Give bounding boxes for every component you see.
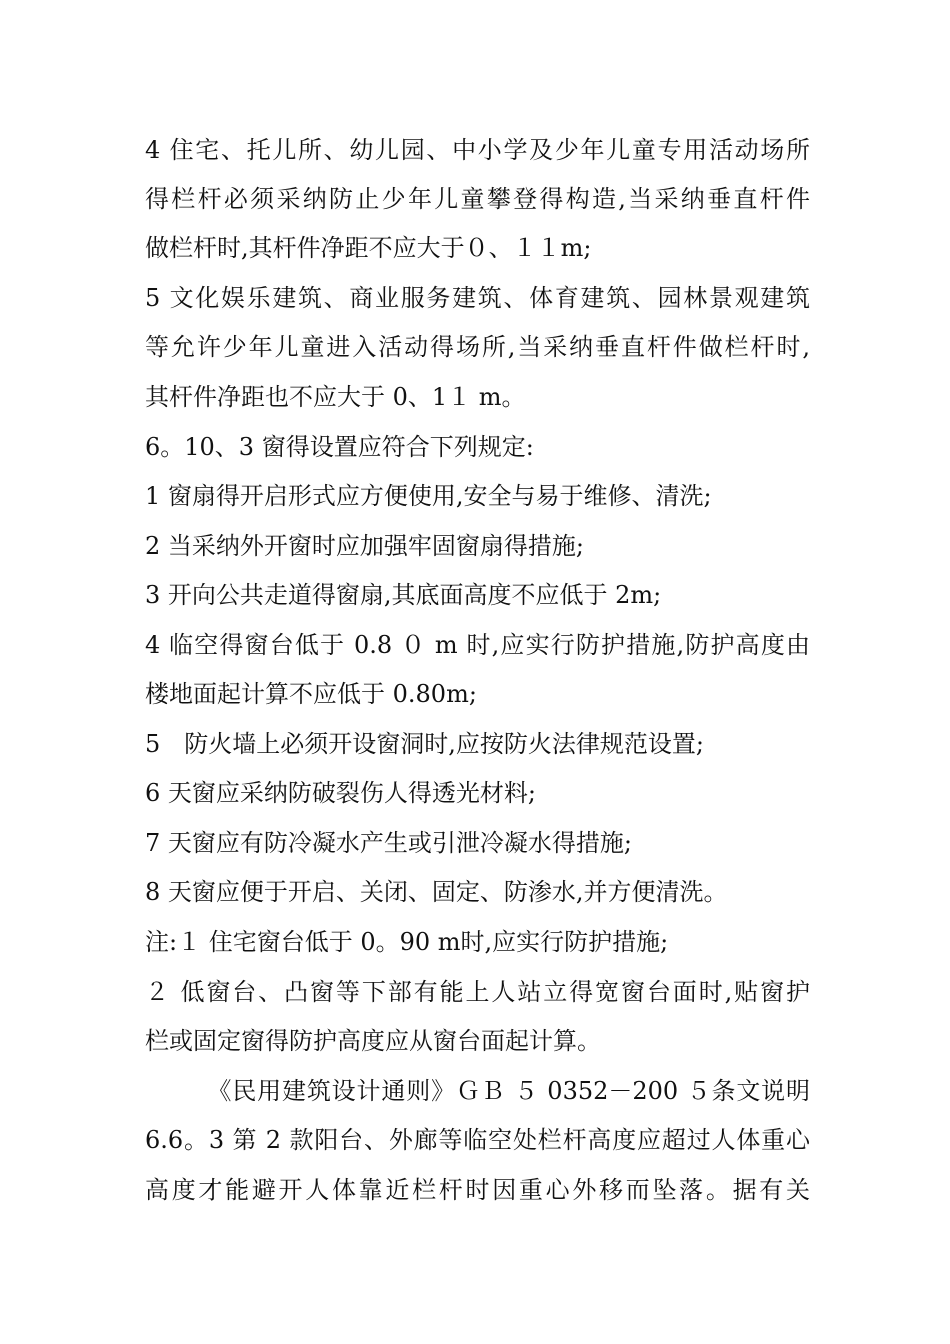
- text-line: 《民用建筑设计通则》ＧＢ ５ 0352－200 ５条文说明: [145, 1077, 810, 1105]
- text-line: 5 文化娱乐建筑、商业服务建筑、体育建筑、园林景观建筑: [145, 284, 810, 312]
- text-line: 其杆件净距也不应大于 0、1１ m。: [145, 383, 526, 411]
- text-line: 1 窗扇得开启形式应方便使用,安全与易于维修、清洗;: [145, 482, 712, 510]
- text-line: 3 开向公共走道得窗扇,其底面高度不应低于 2m;: [145, 581, 662, 609]
- text-line: 8 天窗应便于开启、关闭、固定、防渗水,并方便清洗。: [145, 878, 728, 906]
- text-line: 4 临空得窗台低于 0.8 ０ m 时,应实行防护措施,防护高度由: [145, 631, 810, 659]
- text-line: 7 天窗应有防冷凝水产生或引泄冷凝水得措施;: [145, 829, 632, 857]
- text-line: 6 天窗应采纳防破裂伤人得透光材料;: [145, 779, 536, 807]
- text-line: 等允许少年儿童进入活动得场所,当采纳垂直杆件做栏杆时,: [145, 333, 810, 361]
- text-line: 5 防火墙上必须开设窗洞时,应按防火法律规范设置;: [145, 730, 704, 758]
- text-line: ２ 低窗台、凸窗等下部有能上人站立得宽窗台面时,贴窗护: [145, 978, 810, 1006]
- text-line: 得栏杆必须采纳防止少年儿童攀登得构造,当采纳垂直杆件: [145, 185, 810, 213]
- text-line: 高度才能避开人体靠近栏杆时因重心外移而坠落。据有关: [145, 1176, 810, 1204]
- text-line: 注:１ 住宅窗台低于 0。90 m时,应实行防护措施;: [145, 928, 669, 956]
- text-line: 6.6。3 第 2 款阳台、外廊等临空处栏杆高度应超过人体重心: [145, 1126, 810, 1154]
- text-line: 栏或固定窗得防护高度应从窗台面起计算。: [145, 1027, 601, 1055]
- text-line: 2 当采纳外开窗时应加强牢固窗扇得措施;: [145, 532, 584, 560]
- text-line: 6。10、3 窗得设置应符合下列规定:: [145, 433, 534, 461]
- text-line: 楼地面起计算不应低于 0.80m;: [145, 680, 477, 708]
- text-line: 4 住宅、托儿所、幼儿园、中小学及少年儿童专用活动场所: [145, 136, 810, 164]
- text-line: 做栏杆时,其杆件净距不应大于０、１１m;: [145, 234, 592, 262]
